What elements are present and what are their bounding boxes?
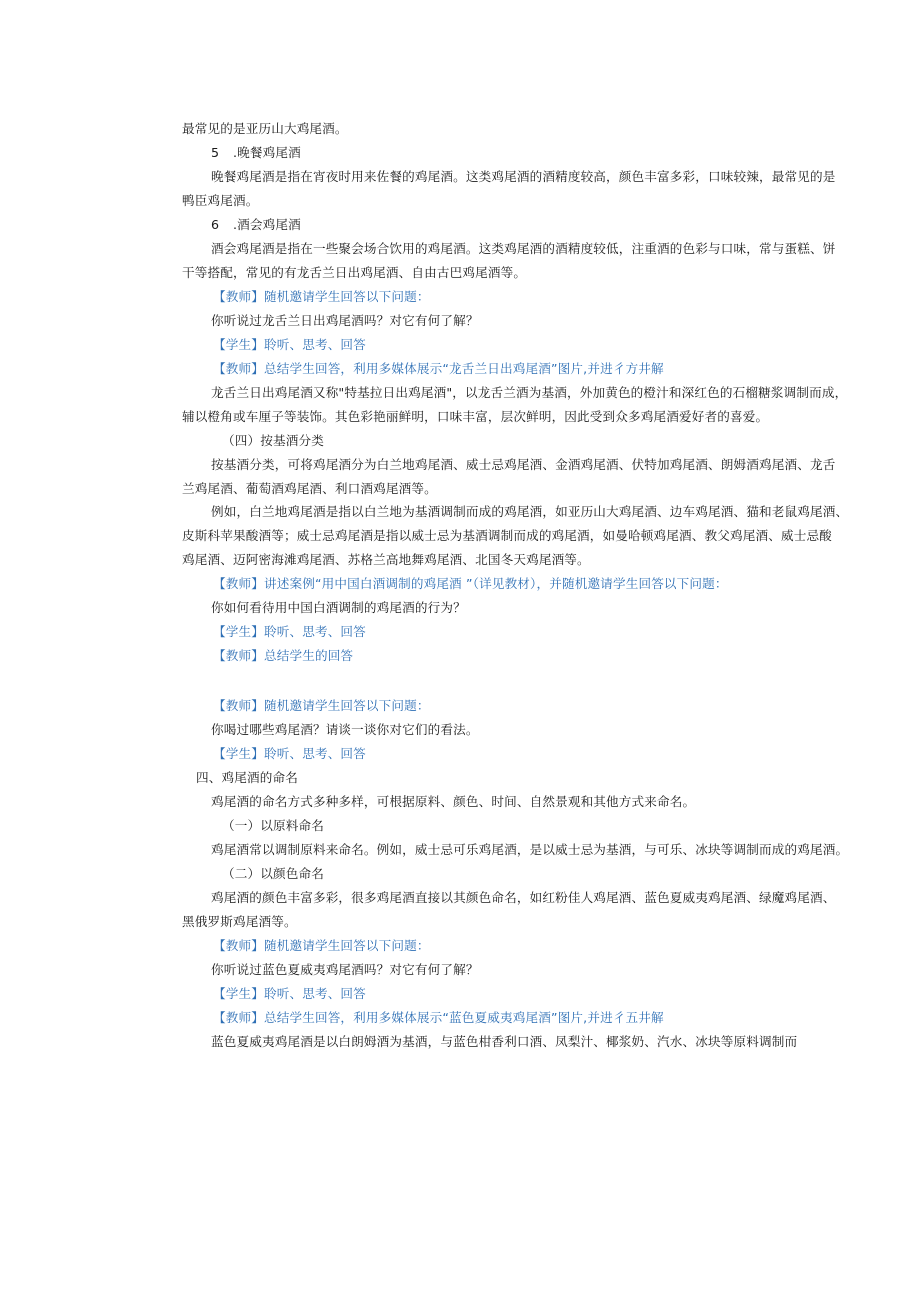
paragraph-line: 例如，白兰地鸡尾酒是指以白兰地为基酒调制而成的鸡尾酒，如亚历山大鸡尾酒、边车鸡尾酒、猫和老鼠鸡尾酒、 — [211, 504, 849, 519]
section-title: .酒会鸡尾酒 — [233, 217, 301, 232]
paragraph-line: 按基酒分类，可将鸡尾酒分为白兰地鸡尾酒、威士忌鸡尾酒、金酒鸡尾酒、伏特加鸡尾酒、朗姆酒鸡尾酒、龙舌 — [211, 457, 836, 472]
subsection-heading: （四）按基酒分类 — [222, 433, 324, 448]
section-title: .晚餐鸡尾酒 — [233, 145, 301, 160]
teacher-prompt: 【教师】总结学生回答，利用多媒体展示“龙舌兰日出鸡尾酒”图片,并进彳方井解 — [213, 361, 664, 376]
paragraph-line: 鸭臣鸡尾酒。 — [182, 193, 259, 208]
paragraph-line: 辅以橙角或车厘子等装饰。其色彩艳丽鲜明，口味丰富，层次鲜明，因此受到众多鸡尾酒爱好者的喜爱。 — [182, 409, 769, 424]
section-heading-5 — [211, 144, 301, 162]
section-number: 6 — [211, 217, 220, 232]
section-heading-6 — [211, 216, 301, 234]
paragraph-line: 龙舌兰日出鸡尾酒又称"特基拉日出鸡尾酒"，以龙舌兰酒为基酒，外加黄色的橙汁和深红色的石榴糖浆调制而成， — [211, 385, 848, 400]
teacher-prompt: 【教师】随机邀请学生回答以下问题： — [213, 938, 430, 953]
section-number: 5 — [211, 145, 220, 160]
question-line: 你听说过龙舌兰日出鸡尾酒吗？对它有何了解？ — [211, 313, 479, 328]
paragraph-line: 干等搭配，常见的有龙舌兰日出鸡尾酒、自由古巴鸡尾酒等。 — [182, 265, 527, 280]
paragraph-line: 兰鸡尾酒、葡萄酒鸡尾酒、利口酒鸡尾酒等。 — [182, 481, 437, 496]
teacher-prompt: 【教师】随机邀请学生回答以下问题： — [213, 698, 430, 713]
paragraph-line: 皮斯科苹果酸酒等；威士忌鸡尾酒是指以威士忌为基酒调制而成的鸡尾酒，如曼哈顿鸡尾酒、教父鸡尾酒、威士忌酸 — [182, 528, 832, 543]
teacher-prompt: 【教师】讲述案例“用中国白酒调制的鸡尾酒 ”（详见教材），并随机邀请学生回答以下问题： — [213, 576, 728, 591]
paragraph-line: 鸡尾酒的命名方式多种多样，可根据原料、颜色、时间、自然景观和其他方式来命名。 — [211, 794, 696, 809]
paragraph-line: 最常见的是亚历山大鸡尾酒。 — [182, 121, 348, 136]
paragraph-line: 鸡尾酒常以调制原料来命名。例如，威士忌可乐鸡尾酒，是以威士忌为基酒，与可乐、冰块等调制而成的鸡尾酒。 — [211, 842, 849, 857]
subsection-heading: （二）以颜色命名 — [222, 866, 324, 881]
question-line: 你喝过哪些鸡尾酒？请谈一谈你对它们的看法。 — [211, 722, 479, 737]
teacher-prompt: 【教师】随机邀请学生回答以下问题： — [213, 289, 430, 304]
paragraph-line: 蓝色夏威夷鸡尾酒是以白朗姆酒为基酒，与蓝色柑香利口酒、凤梨汁、椰浆奶、汽水、冰块等原料调制而 — [211, 1034, 798, 1049]
paragraph-line: 酒会鸡尾酒是指在一些聚会场合饮用的鸡尾酒。这类鸡尾酒的酒精度较低，注重酒的色彩与口味，常与蛋糕、饼 — [211, 241, 836, 256]
subsection-heading: （一）以原料命名 — [222, 818, 324, 833]
teacher-prompt: 【教师】总结学生回答，利用多媒体展示“蓝色夏威夷鸡尾酒”图片,并进彳五井解 — [213, 1010, 664, 1025]
teacher-prompt: 【教师】总结学生的回答 — [213, 648, 354, 663]
paragraph-line: 晚餐鸡尾酒是指在宵夜时用来佐餐的鸡尾酒。这类鸡尾酒的酒精度较高，颜色丰富多彩，口味较辣，最常见的是 — [211, 169, 836, 184]
student-activity: 【学生】聆听、思考、回答 — [213, 746, 366, 761]
paragraph-line: 鸡尾酒、迈阿密海滩鸡尾酒、苏格兰高地舞鸡尾酒、北国冬天鸡尾酒等。 — [182, 552, 590, 567]
student-activity: 【学生】聆听、思考、回答 — [213, 986, 366, 1001]
question-line: 你如何看待用中国白酒调制的鸡尾酒的行为？ — [211, 600, 466, 615]
student-activity: 【学生】聆听、思考、回答 — [213, 624, 366, 639]
paragraph-line: 鸡尾酒的颜色丰富多彩，很多鸡尾酒直接以其颜色命名，如红粉佳人鸡尾酒、蓝色夏威夷鸡尾酒、绿魔鸡尾酒、 — [211, 890, 836, 905]
section-heading-4: 四、鸡尾酒的命名 — [196, 770, 298, 785]
paragraph-line: 黑俄罗斯鸡尾酒等。 — [182, 914, 297, 929]
question-line: 你听说过蓝色夏威夷鸡尾酒吗？对它有何了解？ — [211, 962, 479, 977]
student-activity: 【学生】聆听、思考、回答 — [213, 337, 366, 352]
